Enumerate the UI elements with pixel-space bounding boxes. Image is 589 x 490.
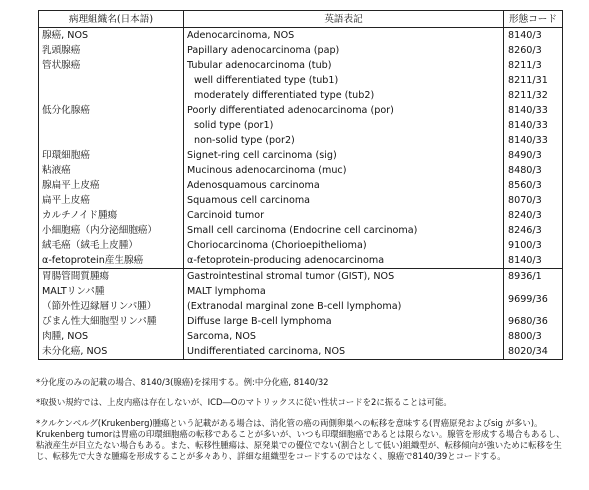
cell-en: Adenocarcinoma, NOS bbox=[184, 28, 504, 44]
table-row bbox=[39, 193, 563, 208]
cell-code: 8070/3 bbox=[504, 193, 563, 208]
cell-jp: 印環細胞癌 bbox=[39, 148, 184, 163]
cell-jp: 肉腫, NOS bbox=[39, 329, 184, 344]
cell-code: 9699/36 bbox=[504, 284, 563, 314]
table-row bbox=[39, 88, 563, 103]
cell-jp: 腺扁平上皮癌 bbox=[39, 178, 184, 193]
cell-code: 8260/3 bbox=[504, 43, 563, 58]
table-row bbox=[39, 253, 563, 269]
morphology-code-table bbox=[38, 10, 563, 360]
cell-code: 9680/36 bbox=[504, 314, 563, 329]
table-row bbox=[39, 299, 563, 314]
cell-jp: 粘液癌 bbox=[39, 163, 184, 178]
cell-code: 8800/3 bbox=[504, 329, 563, 344]
table-row bbox=[39, 148, 563, 163]
footnotes bbox=[36, 377, 566, 472]
cell-jp: （節外性辺縁層リンパ腫） bbox=[39, 299, 184, 314]
cell-jp: 管状腺癌 bbox=[39, 58, 184, 73]
cell-jp: 未分化癌, NOS bbox=[39, 344, 184, 360]
table-row bbox=[39, 58, 563, 73]
table-row bbox=[39, 284, 563, 299]
table-row bbox=[39, 223, 563, 238]
cell-en: Mucinous adenocarcinoma (muc) bbox=[184, 163, 504, 178]
cell-code: 8246/3 bbox=[504, 223, 563, 238]
cell-en: Tubular adenocarcinoma (tub) bbox=[184, 58, 504, 73]
cell-en: Gastrointestinal stromal tumor (GIST), NOS bbox=[184, 269, 504, 285]
table-row bbox=[39, 208, 563, 223]
table-row bbox=[39, 28, 563, 44]
cell-code: 8140/3 bbox=[504, 253, 563, 269]
cell-en: MALT lymphoma bbox=[184, 284, 504, 299]
cell-code: 8560/3 bbox=[504, 178, 563, 193]
cell-code: 8140/33 bbox=[504, 118, 563, 133]
cell-code: 8211/3 bbox=[504, 58, 563, 73]
cell-code: 8480/3 bbox=[504, 163, 563, 178]
cell-en: Signet-ring cell carcinoma (sig) bbox=[184, 148, 504, 163]
header-morphology-code: 形態コード bbox=[504, 11, 563, 28]
table-header-row bbox=[39, 11, 563, 28]
table-row bbox=[39, 344, 563, 360]
cell-en: moderately differentiated type (tub2) bbox=[184, 88, 504, 103]
table-row bbox=[39, 118, 563, 133]
table-row bbox=[39, 73, 563, 88]
cell-en: α-fetoprotein-producing adenocarcinoma bbox=[184, 253, 504, 269]
cell-jp: 絨毛癌（絨毛上皮腫） bbox=[39, 238, 184, 253]
cell-jp bbox=[39, 118, 184, 133]
cell-en: Sarcoma, NOS bbox=[184, 329, 504, 344]
table-row bbox=[39, 238, 563, 253]
cell-en: Papillary adenocarcinoma (pap) bbox=[184, 43, 504, 58]
cell-en: Adenosquamous carcinoma bbox=[184, 178, 504, 193]
cell-code: 8140/33 bbox=[504, 133, 563, 148]
cell-jp: α-fetoprotein産生腺癌 bbox=[39, 253, 184, 269]
table-row bbox=[39, 163, 563, 178]
table-row bbox=[39, 178, 563, 193]
cell-jp: 乳頭腺癌 bbox=[39, 43, 184, 58]
cell-jp: 扁平上皮癌 bbox=[39, 193, 184, 208]
cell-jp: びまん性大細胞型リンパ腫 bbox=[39, 314, 184, 329]
cell-code: 9100/3 bbox=[504, 238, 563, 253]
cell-jp bbox=[39, 133, 184, 148]
cell-code: 8020/34 bbox=[504, 344, 563, 360]
cell-jp bbox=[39, 73, 184, 88]
cell-code: 8240/3 bbox=[504, 208, 563, 223]
cell-en: well differentiated type (tub1) bbox=[184, 73, 504, 88]
cell-code: 8140/3 bbox=[504, 28, 563, 44]
footnote-differentiation: *分化度のみの記載の場合、8140/3(腺癌)を採用する。例:中分化癌, 8140/32 bbox=[36, 377, 329, 387]
cell-jp: 小細胞癌（内分泌細胞癌） bbox=[39, 223, 184, 238]
footnote-in-situ: *取扱い規約では、上皮内癌は存在しないが、ICD―Oのマトリックスに従い性状コードを2に振ることは可能。 bbox=[36, 397, 452, 408]
cell-en: Undifferentiated carcinoma, NOS bbox=[184, 344, 504, 360]
cell-code: 8936/1 bbox=[504, 269, 563, 285]
cell-jp: 低分化腺癌 bbox=[39, 103, 184, 118]
cell-code: 8490/3 bbox=[504, 148, 563, 163]
table-row bbox=[39, 103, 563, 118]
cell-en: Diffuse large B-cell lymphoma bbox=[184, 314, 504, 329]
cell-code: 8211/31 bbox=[504, 73, 563, 88]
header-english-name: 英語表記 bbox=[184, 11, 504, 28]
cell-en: solid type (por1) bbox=[184, 118, 504, 133]
cell-code: 8140/33 bbox=[504, 103, 563, 118]
cell-en: Carcinoid tumor bbox=[184, 208, 504, 223]
cell-code: 8211/32 bbox=[504, 88, 563, 103]
cell-en: Small cell carcinoma (Endocrine cell carcinoma) bbox=[184, 223, 504, 238]
header-japanese-name: 病理組織名(日本語) bbox=[39, 11, 184, 28]
cell-en: Squamous cell carcinoma bbox=[184, 193, 504, 208]
footnote-krukenberg: *クルケンベルグ(Krukenberg)腫瘍という記載がある場合は、消化管の癌の両側卵巣への転移を意味する(胃癌原発およびsig が多い)。Krukenberg tumorは胃癌の印環細胞癌の転移であることが多いが、いつも印環細胞癌であるとは限らない。腺管を形成する場合もあるし、粘液産生が目立たない場合もある。また、転移性腫瘍は、原発巣での優位でない(割合として低い)組織型が、転移傾向が強いために転移を生じ、転移先で大きな腫瘍を形成することが多々あり、詳細な組織型をコードするのではなく、腺癌で8140/39とコードする。 bbox=[36, 417, 565, 462]
cell-jp: カルチノイド腫瘍 bbox=[39, 208, 184, 223]
cell-jp: 腺癌, NOS bbox=[39, 28, 184, 44]
cell-jp bbox=[39, 88, 184, 103]
cell-en: Poorly differentiated adenocarcinoma (por) bbox=[184, 103, 504, 118]
cell-jp: MALTリンパ腫 bbox=[39, 284, 184, 299]
table-row bbox=[39, 269, 563, 285]
table-row bbox=[39, 329, 563, 344]
table-row bbox=[39, 314, 563, 329]
table-row bbox=[39, 43, 563, 58]
cell-en: (Extranodal marginal zone B-cell lymphoma) bbox=[184, 299, 504, 314]
table-row bbox=[39, 133, 563, 148]
cell-jp: 胃腸管間質腫瘍 bbox=[39, 269, 184, 285]
cell-en: Choriocarcinoma (Chorioepithelioma) bbox=[184, 238, 504, 253]
cell-en: non-solid type (por2) bbox=[184, 133, 504, 148]
